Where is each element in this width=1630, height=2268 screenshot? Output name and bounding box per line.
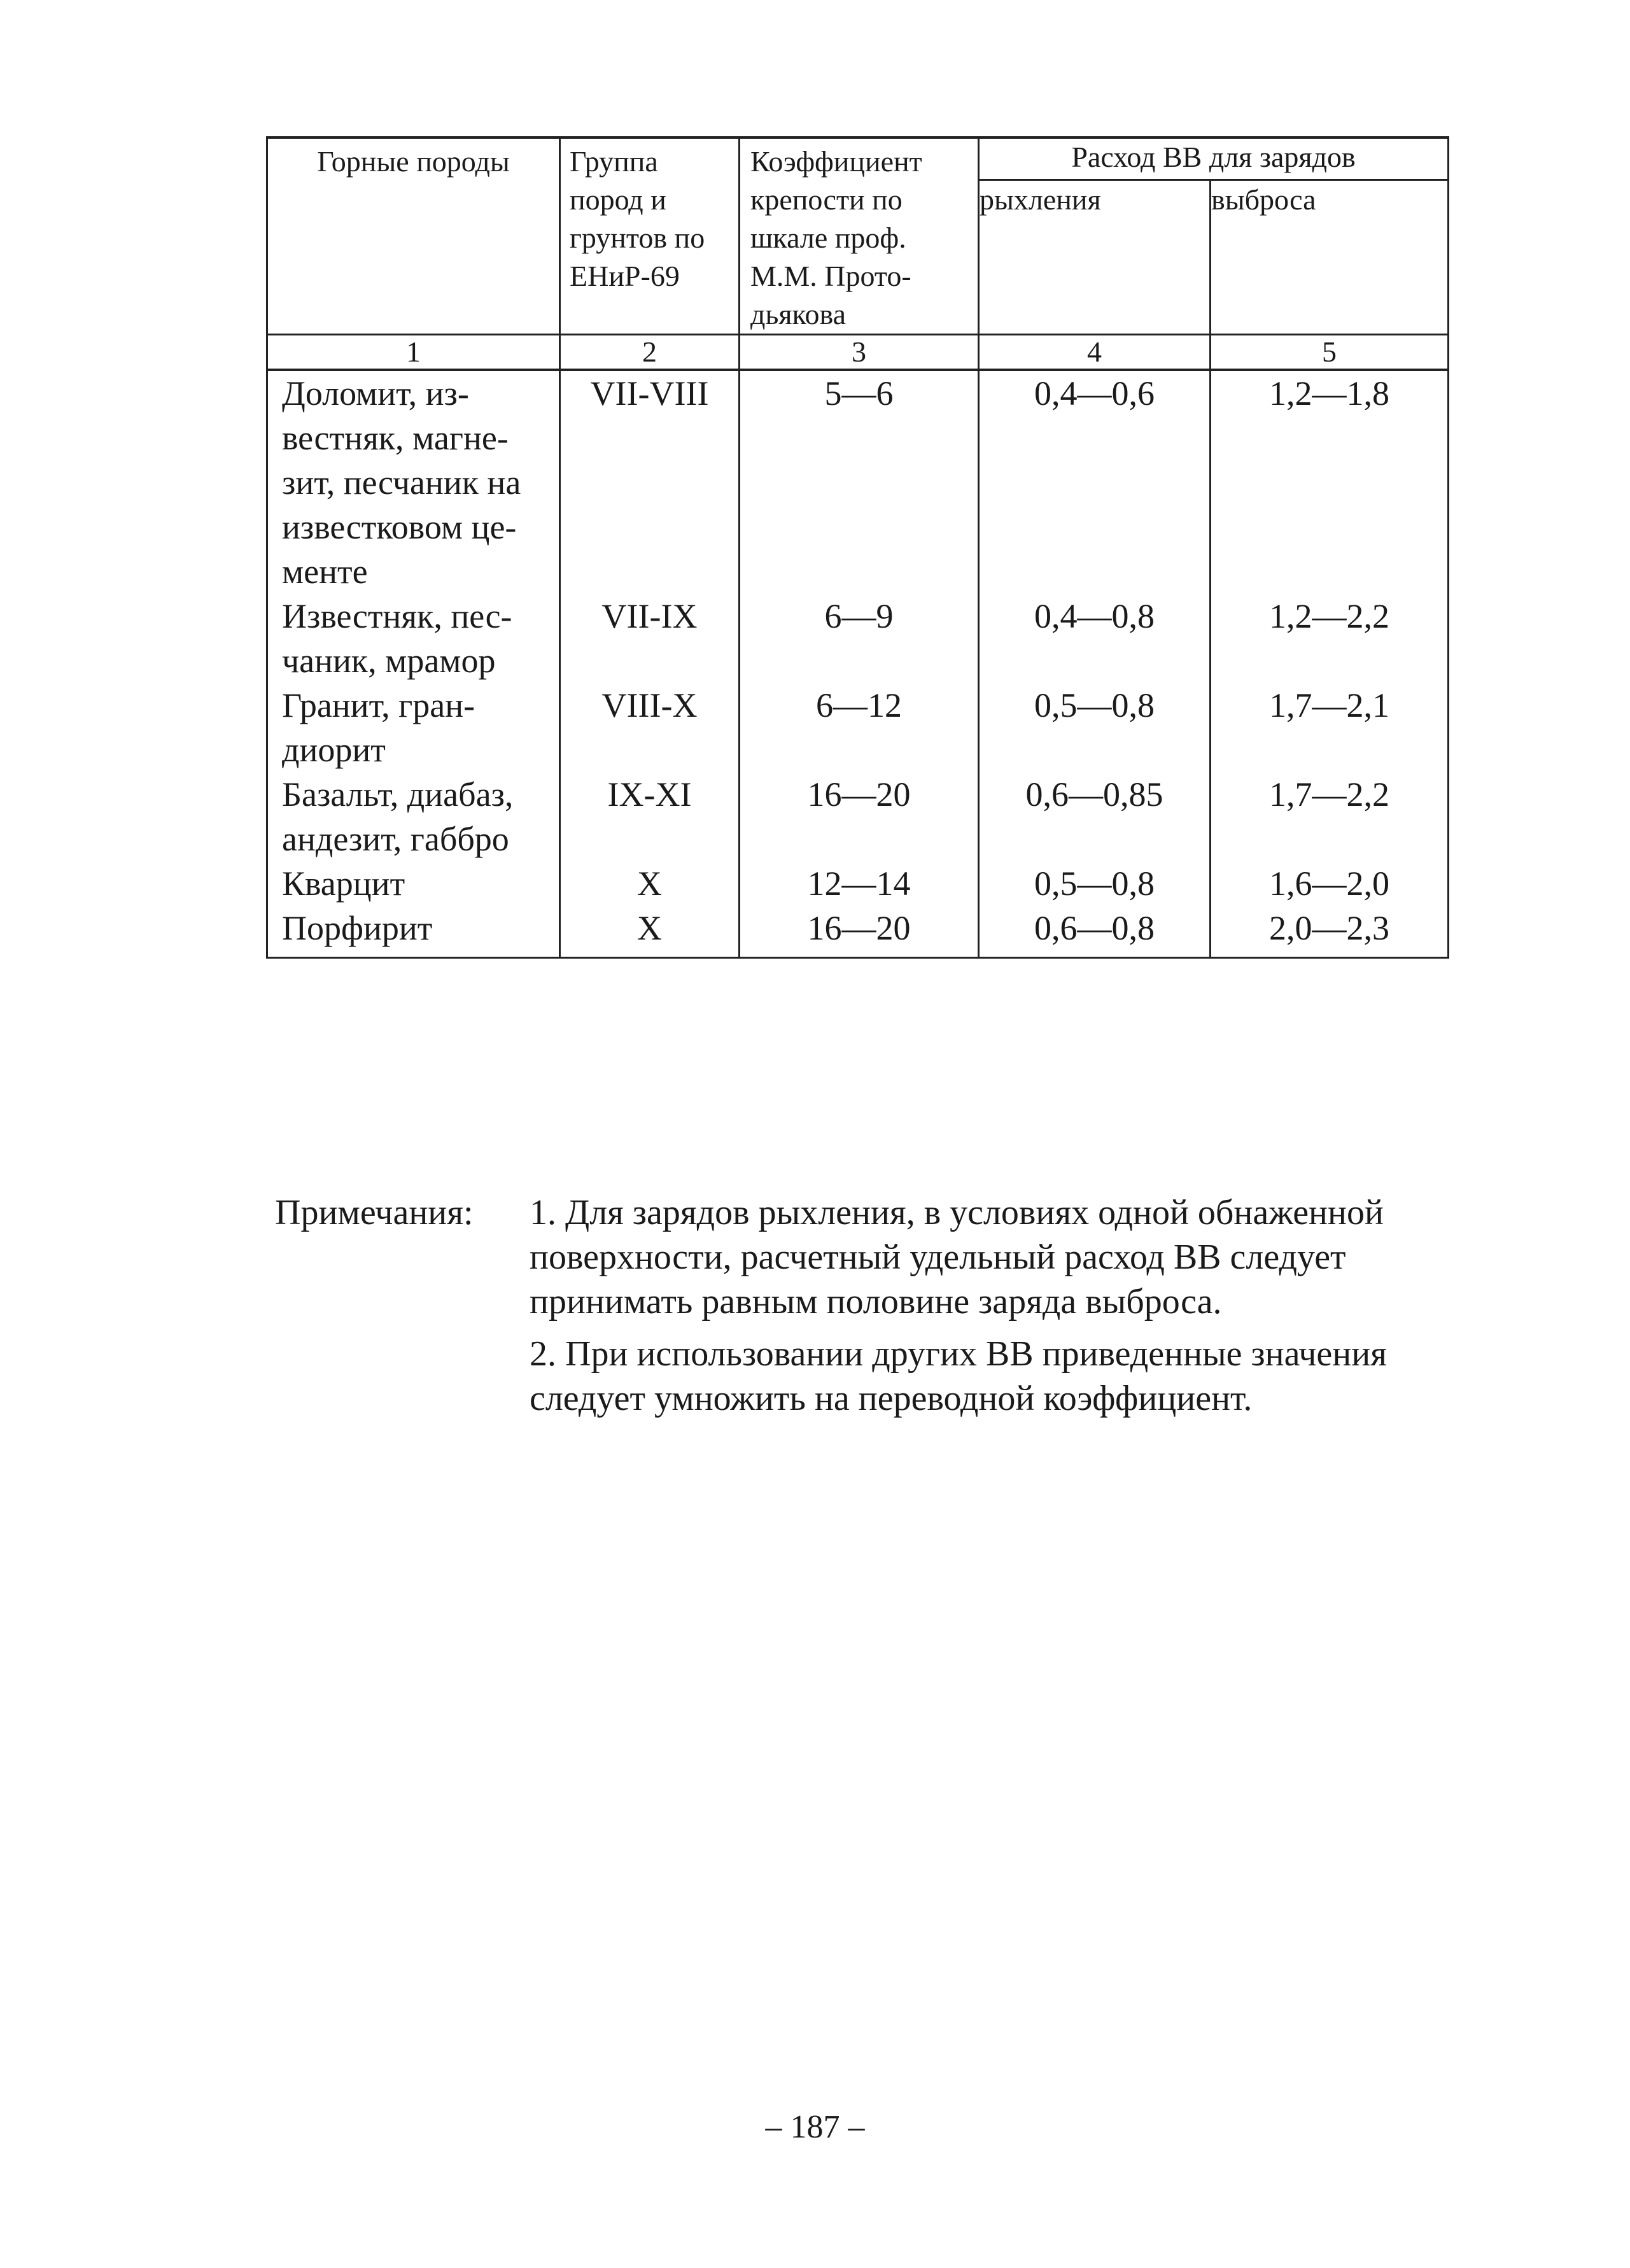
rock-name-cell — [267, 772, 560, 861]
rock-name-line: зит, песчаник на — [282, 463, 521, 502]
header-explosive-consumption: Расход ВВ для зарядов — [979, 137, 1449, 180]
loosening-cell: 0,6—0,8 — [979, 906, 1211, 958]
column-number-row — [267, 335, 1449, 370]
rock-name-cell — [267, 861, 560, 906]
hardness-cell: 12—14 — [740, 861, 979, 906]
rock-name-line: Базальт, диабаз, — [282, 775, 514, 814]
notes-label: Примечания: — [275, 1193, 474, 1232]
note-line: поверхности, расчетный удельный расход ВВ следует — [530, 1237, 1346, 1277]
rock-name-cell — [267, 906, 560, 958]
rock-name-line: Доломит, из- — [282, 374, 469, 412]
ejection-cell: 1,7—2,2 — [1211, 772, 1449, 861]
header-group-line: пород и — [570, 183, 666, 216]
loosening-cell: 0,6—0,85 — [979, 772, 1211, 861]
ejection-cell: 2,0—2,3 — [1211, 906, 1449, 958]
note-line: принимать равным половине заряда выброса. — [530, 1282, 1222, 1321]
table-row — [267, 594, 1449, 683]
header-hardness-coefficient — [740, 137, 979, 335]
rock-name-line: Кварцит — [282, 864, 405, 903]
rock-name-line: Известняк, пес- — [282, 597, 512, 635]
rock-group-cell: VII-IX — [560, 594, 740, 683]
header-rock-group — [560, 137, 740, 335]
column-number: 5 — [1211, 335, 1449, 370]
table-row — [267, 906, 1449, 958]
ejection-cell: 1,6—2,0 — [1211, 861, 1449, 906]
column-number: 4 — [979, 335, 1211, 370]
table-row — [267, 861, 1449, 906]
rock-name-cell — [267, 370, 560, 594]
table-row — [267, 370, 1449, 594]
rock-name-cell — [267, 594, 560, 683]
header-coef-line: шкале проф. — [750, 222, 906, 254]
ejection-cell: 1,7—2,1 — [1211, 683, 1449, 772]
header-coef-line: Коэффициент — [750, 145, 922, 178]
note-item — [530, 1332, 1446, 1421]
loosening-cell: 0,4—0,6 — [979, 370, 1211, 594]
column-number: 3 — [740, 335, 979, 370]
rock-group-cell: X — [560, 861, 740, 906]
page-number: – 187 – — [765, 2109, 865, 2145]
hardness-cell: 5—6 — [740, 370, 979, 594]
rock-name-line: Порфирит — [282, 909, 433, 947]
rock-name-line: известковом це- — [282, 508, 517, 546]
hardness-cell: 16—20 — [740, 906, 979, 958]
header-coef-line: крепости по — [750, 183, 903, 216]
header-group-line: грунтов по — [570, 222, 705, 254]
table-row — [267, 772, 1449, 861]
note-line: 2. При использовании других ВВ приведенные значения — [530, 1334, 1387, 1374]
rock-name-line: чаник, мрамор — [282, 642, 496, 680]
table-row — [267, 683, 1449, 772]
header-loosening: рыхления — [979, 180, 1211, 335]
rock-name-line: менте — [282, 553, 368, 591]
header-coef-line: дьякова — [750, 298, 847, 330]
hardness-cell: 16—20 — [740, 772, 979, 861]
rock-group-cell: X — [560, 906, 740, 958]
explosive-consumption-table — [266, 136, 1449, 959]
header-coef-line: М.М. Прото- — [750, 260, 911, 292]
rock-name-cell — [267, 683, 560, 772]
rock-name-line: вестняк, магне- — [282, 419, 509, 457]
ejection-cell: 1,2—1,8 — [1211, 370, 1449, 594]
hardness-cell: 6—9 — [740, 594, 979, 683]
rock-group-cell: IX-XI — [560, 772, 740, 861]
loosening-cell: 0,5—0,8 — [979, 683, 1211, 772]
rock-group-cell: VIII-X — [560, 683, 740, 772]
note-line: 1. Для зарядов рыхления, в условиях одной обнаженной — [530, 1193, 1384, 1232]
note-line: следует умножить на переводной коэффициент. — [530, 1379, 1253, 1418]
column-number: 2 — [560, 335, 740, 370]
hardness-cell: 6—12 — [740, 683, 979, 772]
rock-name-line: диорит — [282, 731, 386, 769]
loosening-cell: 0,4—0,8 — [979, 594, 1211, 683]
column-number: 1 — [267, 335, 560, 370]
rock-name-line: Гранит, гран- — [282, 686, 475, 724]
header-group-line: ЕНиР-69 — [570, 260, 680, 292]
rock-name-line: андезит, габбро — [282, 820, 509, 858]
header-group-line: Группа — [570, 145, 658, 178]
header-rock-types: Горные породы — [267, 137, 560, 335]
ejection-cell: 1,2—2,2 — [1211, 594, 1449, 683]
note-item — [530, 1190, 1446, 1324]
loosening-cell: 0,5—0,8 — [979, 861, 1211, 906]
rock-group-cell: VII-VIII — [560, 370, 740, 594]
header-ejection: выброса — [1211, 180, 1449, 335]
